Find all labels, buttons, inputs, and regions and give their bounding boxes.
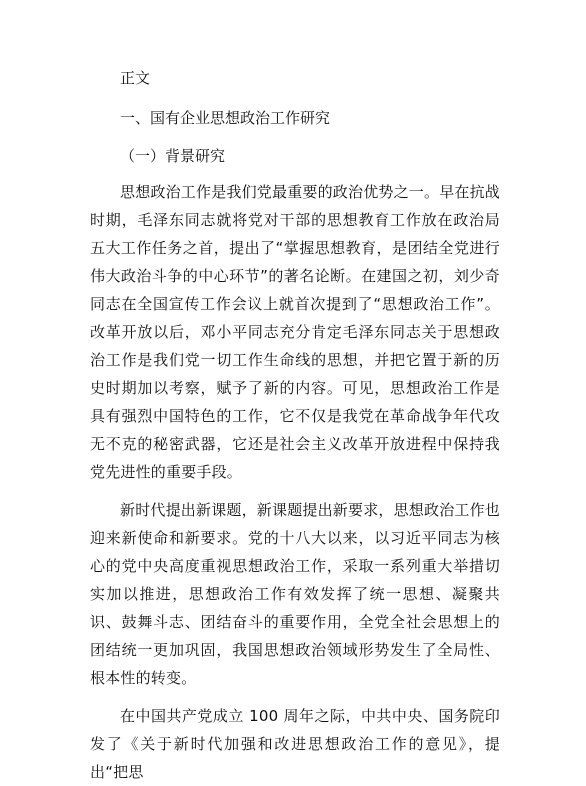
paragraph-new-era: 新时代提出新课题，新课题提出新要求，思想政治工作也迎来新使命和新要求。党的十八大以来，以习近平同志为核心的党中央高度重视思想政治工作，采取一系列重大举措切实加以推进，思想政治工作有效发挥了统一思想、凝聚共识、鼓舞斗志、团结奋斗的重要作用，全党全社会思想上的团结统一更加巩固，我国思想政治领域形势发生了全局性、根本性的转变。: [90, 501, 501, 687]
document-body: [90, 68, 500, 786]
subsection-title: （一）背景研究: [120, 147, 226, 165]
body-label: 正文: [120, 69, 151, 87]
paragraph-background: 思想政治工作是我们党最重要的政治优势之一。早在抗战时期，毛泽东同志就将党对干部的思想教育工作放在政治局五大工作任务之首，提出了“掌握思想教育，是团结全党进行伟大政治斗争的中心环节”的著名论断。在建国之初，刘少奇同志在全国宣传工作会议上就首次提到了“思想政治工作”。改革开放以后，邓小平同志充分肯定毛泽东同志关于思想政治工作是我们党一切工作生命线的思想，并把它置于新的历史时期加以考察，赋予了新的内容。可见，思想政治工作是具有强烈中国特色的工作，它不仅是我党在革命战争年代攻无不克的秘密武器，它还是社会主义改革开放进程中保持我党先进性的重要手段。: [90, 183, 501, 481]
paragraph-centenary: 在中国共产党成立 100 周年之际，中共中央、国务院印发了《关于新时代加强和改进思想政治工作的意见》，提出“把思: [90, 707, 500, 781]
section-title: 一、国有企业思想政治工作研究: [120, 109, 331, 127]
